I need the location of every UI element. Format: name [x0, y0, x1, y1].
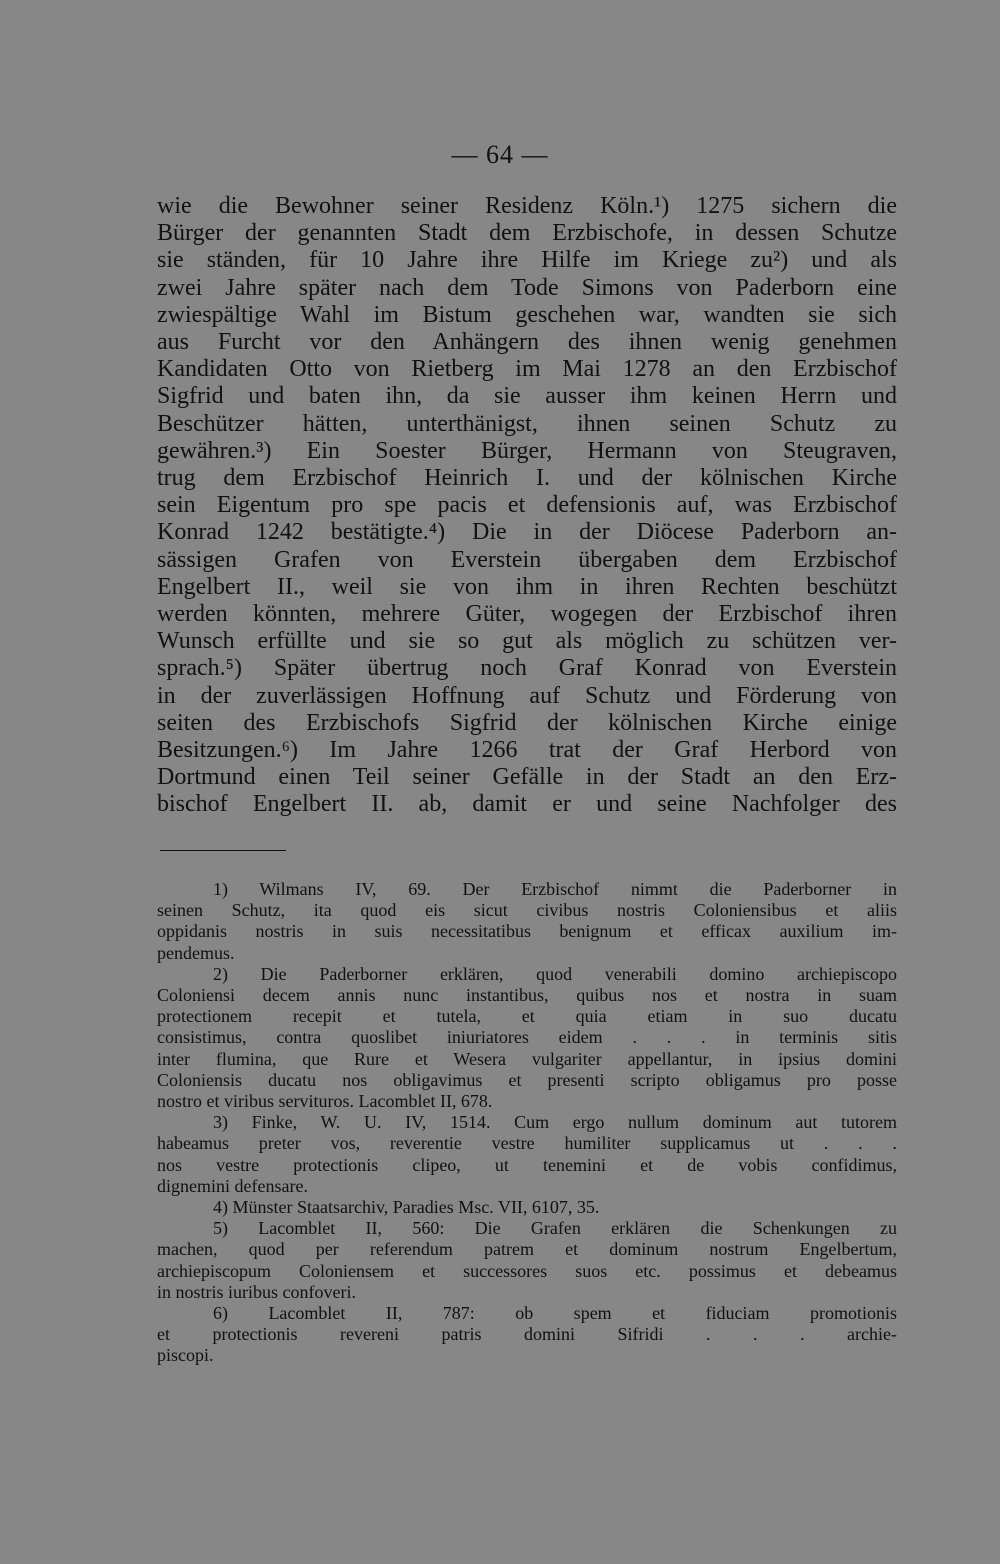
text-line: sprach.⁵) Später übertrug noch Graf Konrad von Everstein — [157, 655, 897, 682]
text-line: Engelbert II., weil sie von ihm in ihren Rechten beschützt — [157, 573, 897, 600]
text-line: sie ständen, für 10 Jahre ihre Hilfe im Kriege zu²) und als — [157, 247, 897, 274]
footnote-line: Coloniensis ducatu nos obligavimus et presenti scripto obligamus pro posse — [157, 1069, 897, 1090]
footnote-line: protectionem recepit et tutela, et quia etiam in suo ducatu — [157, 1006, 897, 1027]
text-line: zwiespältige Wahl im Bistum geschehen war, wandten sie sich — [157, 301, 897, 328]
footnote-line: 5) Lacomblet II, 560: Die Grafen erklären die Schenkungen zu — [213, 1218, 897, 1239]
footnote-6 — [157, 1303, 897, 1367]
text-line: Sigfrid und baten ihn, da sie ausser ihm keinen Herrn und — [157, 383, 897, 410]
text-line: Kandidaten Otto von Rietberg im Mai 1278 an den Erzbischof — [157, 356, 897, 383]
text-line: zwei Jahre später nach dem Tode Simons von Paderborn eine — [157, 274, 897, 301]
text-line: werden könnten, mehrere Güter, wogegen der Erzbischof ihren — [157, 601, 897, 628]
text-line: Wunsch erfüllte und sie so gut als möglich zu schützen ver- — [157, 628, 897, 655]
text-line: aus Furcht vor den Anhängern des ihnen wenig genehmen — [157, 329, 897, 356]
text-line: wie die Bewohner seiner Residenz Köln.¹) 1275 sichern die — [157, 193, 897, 219]
footnote-line: dignemini defensare. — [157, 1175, 308, 1196]
footnote-divider — [160, 850, 286, 851]
footnote-2 — [157, 964, 897, 1112]
text-line: Konrad 1242 bestätigte.⁴) Die in der Diöcese Paderborn an- — [157, 519, 897, 546]
text-line: sässigen Grafen von Everstein übergaben dem Erzbischof — [157, 546, 897, 573]
footnote-line: pendemus. — [157, 942, 235, 963]
footnote-line: nos vestre protectionis clipeo, ut tenemini et de vobis confidimus, — [157, 1154, 897, 1175]
text-line: sein Eigentum pro spe pacis et defensionis auf, was Erzbischof — [157, 492, 897, 519]
text-line: trug dem Erzbischof Heinrich I. und der kölnischen Kirche — [157, 465, 897, 492]
text-line: seiten des Erzbischofs Sigfrid der kölnischen Kirche einige — [157, 709, 897, 736]
footnote-line: seinen Schutz, ita quod eis sicut civibus nostris Coloniensibus et aliis — [157, 900, 897, 921]
text-line: gewähren.³) Ein Soester Bürger, Hermann von Steugraven, — [157, 437, 897, 464]
footnote-line: 2) Die Paderborner erklären, quod venerabili domino archiepiscopo — [213, 963, 897, 984]
footnote-line: piscopi. — [157, 1345, 214, 1366]
text-line: Besitzungen.⁶) Im Jahre 1266 trat der Graf Herbord von — [157, 737, 897, 764]
footnote-4 — [157, 1197, 897, 1218]
text-line: Beschützer hätten, unterthänigst, ihnen seinen Schutz zu — [157, 410, 897, 437]
main-text — [157, 193, 897, 819]
text-line: bischof Engelbert II. ab, damit er und seine Nachfolger des — [157, 791, 897, 818]
footnote-line: 4) Münster Staatsarchiv, Paradies Msc. VII, 6107, 35. — [213, 1197, 600, 1218]
footnote-line: in nostris iuribus confoveri. — [157, 1281, 356, 1302]
footnote-line: oppidanis nostris in suis necessitatibus benignum et efficax auxilium im- — [157, 921, 897, 942]
text-line: Dortmund einen Teil seiner Gefälle in der Stadt an den Erz- — [157, 764, 897, 791]
footnote-line: habeamus preter vos, reverentie vestre humiliter supplicamus ut . . . — [157, 1133, 897, 1154]
footnote-line: Coloniensi decem annis nunc instantibus, quibus nos et nostra in suam — [157, 985, 897, 1006]
footnotes — [157, 879, 897, 1367]
footnote-5 — [157, 1218, 897, 1303]
footnote-3 — [157, 1112, 897, 1197]
footnote-line: inter flumina, que Rure et Wesera vulgariter appellantur, in ipsius domini — [157, 1048, 897, 1069]
footnote-line: consistimus, contra quoslibet iniuriatores eidem . . . in terminis sitis — [157, 1027, 897, 1048]
page-number: — 64 — — [451, 140, 549, 169]
footnote-line: archiepiscopum Coloniensem et successores suos etc. possimus et debeamus — [157, 1260, 897, 1281]
footnote-line: nostro et viribus servituros. Lacomblet II, 678. — [157, 1091, 493, 1112]
footnote-line: 1) Wilmans IV, 69. Der Erzbischof nimmt die Paderborner in — [213, 879, 897, 899]
footnote-1 — [157, 879, 897, 964]
footnote-line: 6) Lacomblet II, 787: ob spem et fiduciam promotionis — [213, 1303, 897, 1324]
text-line: in der zuverlässigen Hoffnung auf Schutz und Förderung von — [157, 682, 897, 709]
footnote-line: machen, quod per referendum patrem et dominum nostrum Engelbertum, — [157, 1239, 897, 1260]
text-line: Bürger der genannten Stadt dem Erzbischofe, in dessen Schutze — [157, 220, 897, 247]
footnote-line: 3) Finke, W. U. IV, 1514. Cum ergo nullum dominum aut tutorem — [213, 1112, 897, 1133]
footnote-line: et protectionis revereni patris domini Sifridi . . . archie- — [157, 1324, 897, 1345]
